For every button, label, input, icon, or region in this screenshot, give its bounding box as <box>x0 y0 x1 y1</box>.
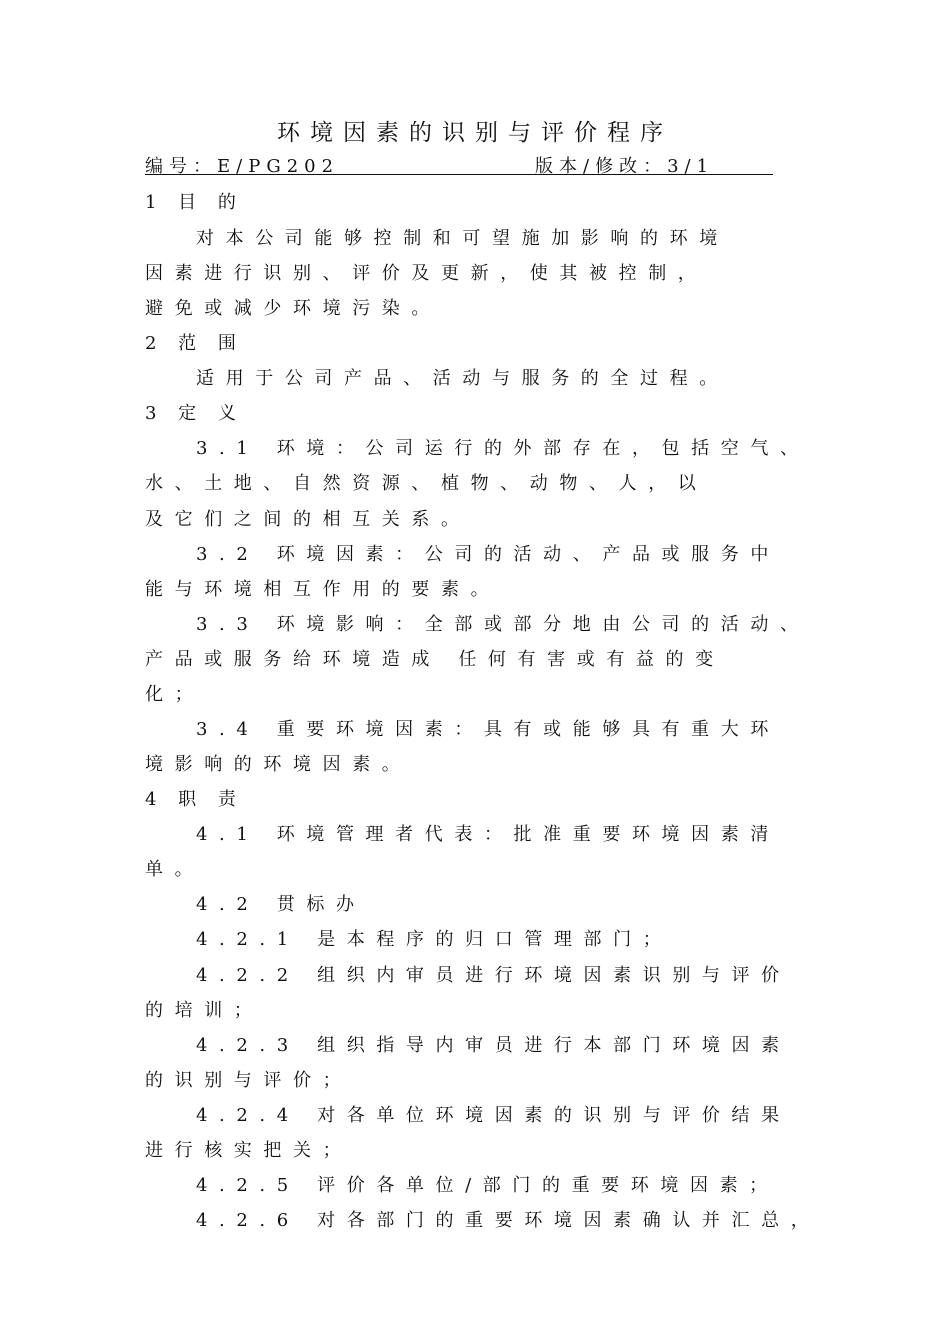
paragraph-line: 4.2.2 组织内审员进行环境因素识别与评价 <box>196 965 791 986</box>
section-heading: 1 目 的 <box>145 192 244 213</box>
document-header <box>145 150 773 175</box>
paragraph-line: 4.1 环境管理者代表：批准重要环境因素清 <box>196 824 780 845</box>
number-label: 编号： <box>145 156 217 177</box>
section-heading: 4 职 责 <box>145 789 244 810</box>
document-number <box>145 152 339 178</box>
section-heading: 3 定 义 <box>145 403 244 424</box>
paragraph-line: 对本公司能够控制和可望施加影响的环境 <box>196 228 729 249</box>
paragraph-line: 产品或服务给环境造成 任何有害或有益的变 <box>145 649 725 670</box>
subsection-heading: 4.2 贯标办 <box>196 894 366 915</box>
paragraph-line: 的识别与评价； <box>145 1070 353 1091</box>
paragraph-line: 4.2.3 组织指导内审员进行本部门环境因素 <box>196 1035 791 1056</box>
paragraph-line: 能与环境相互作用的要素。 <box>145 579 501 600</box>
version-label: 版本/修改： <box>535 156 668 177</box>
paragraph-line: 4.2.4 对各单位环境因素的识别与评价结果 <box>196 1105 791 1126</box>
paragraph-line: 3.2 环境因素：公司的活动、产品或服务中 <box>196 544 780 565</box>
paragraph-line: 化； <box>145 684 205 705</box>
paragraph-line: 3.4 重要环境因素：具有或能够具有重大环 <box>196 719 780 740</box>
paragraph-line: 境影响的环境因素。 <box>145 754 412 775</box>
paragraph-line: 避免或减少环境污染。 <box>145 298 441 319</box>
paragraph-line: 3.1 环境：公司运行的外部存在，包括空气、 <box>196 438 810 459</box>
paragraph-line: 进行核实把关； <box>145 1140 353 1161</box>
paragraph-line: 因素进行识别、评价及更新，使其被控制， <box>145 263 708 284</box>
paragraph-line: 及它们之间的相互关系。 <box>145 509 471 530</box>
number-value: E/PG202 <box>217 156 340 177</box>
document-title: 环境因素的识别与评价程序 <box>277 120 673 146</box>
version-value: 3/1 <box>667 156 715 177</box>
paragraph-line: 的培训； <box>145 1000 264 1021</box>
section-heading: 2 范 围 <box>145 333 244 354</box>
paragraph-line: 4.2.5 评价各单位/部门的重要环境因素； <box>196 1175 779 1196</box>
paragraph-line: 适用于公司产品、活动与服务的全过程。 <box>196 368 729 389</box>
paragraph-line: 单。 <box>145 859 205 880</box>
document-version <box>535 152 714 178</box>
paragraph-line: 4.2.1 是本程序的归口管理部门； <box>196 929 673 950</box>
paragraph-line: 3.3 环境影响：全部或部分地由公司的活动、 <box>196 614 810 635</box>
paragraph-line: 水、土地、自然资源、植物、动物、人，以 <box>145 473 708 494</box>
paragraph-line: 4.2.6 对各部门的重要环境因素确认并汇总， <box>196 1210 821 1231</box>
